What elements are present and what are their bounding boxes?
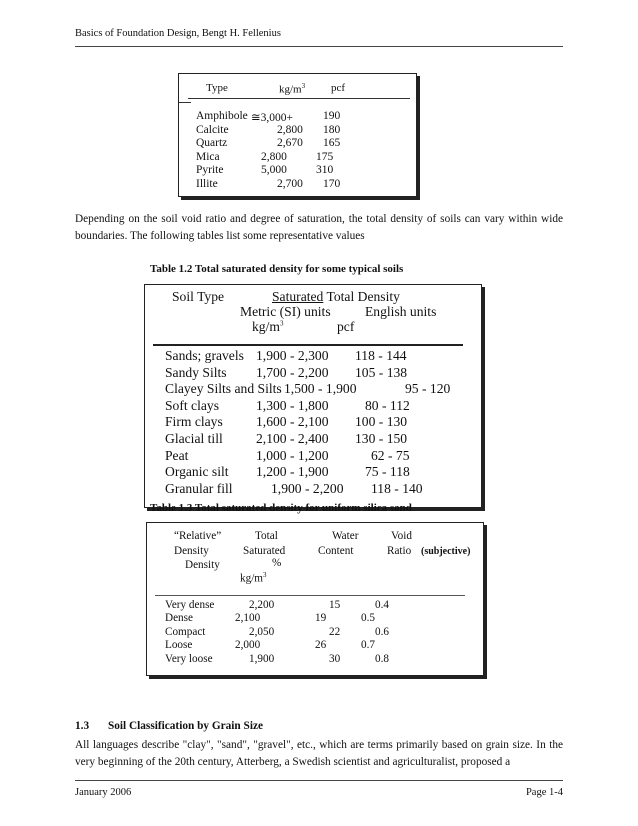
mineral-kg-cell: 2,800 — [261, 150, 287, 163]
section-heading — [75, 720, 263, 732]
total-density-cell: 2,200 — [249, 599, 275, 611]
soil-si-cell: 1,900 - 2,200 — [271, 480, 344, 496]
water-content-cell: 30 — [329, 652, 341, 665]
col-type: Type — [206, 82, 228, 94]
total-density-cell: 2,050 — [249, 625, 275, 638]
mineral-type-cell: Quartz — [196, 137, 228, 150]
unit-pcf: pcf — [337, 319, 355, 334]
col-relative: “Relative” — [174, 530, 222, 542]
grain-size-paragraph: All languages describe "clay", "sand", "gravel", etc., which are terms primarily based on grain size. In the very beginning of the 20th century, Atterberg, a Swedish scientist and agriculturalist, proposed a — [75, 739, 563, 768]
col-water: Water — [332, 530, 359, 542]
relative-density-cell: Dense — [165, 612, 193, 625]
mineral-pcf-cell: 310 — [316, 164, 334, 177]
soil-type-cell: Granular fill — [165, 480, 233, 496]
col-water-2: Content — [318, 545, 354, 557]
total-density-cell: 2,100 — [235, 612, 261, 625]
soil-english-cell: 80 - 112 — [365, 397, 410, 413]
table1-rule-tail — [179, 102, 191, 103]
col-relative-2: Density — [174, 545, 209, 557]
col-void-2: Ratio — [387, 545, 412, 557]
unit-kgm3: $kg/m^3$ — [252, 319, 284, 334]
mineral-pcf-cell: 180 — [323, 123, 341, 136]
table3-caption: Table 1.3 Total saturated density for uniform silica sand — [150, 502, 412, 514]
void-ratio-cell: 0.6 — [375, 625, 389, 638]
soil-type-cell: Sandy Silts — [165, 364, 227, 380]
soil-english-cell: 118 - 140 — [371, 480, 423, 496]
void-ratio-cell: 0.5 — [361, 612, 375, 625]
mineral-pcf-cell: 165 — [323, 137, 341, 150]
water-content-cell: 26 — [315, 639, 327, 652]
soil-english-cell: 130 - 150 — [355, 431, 408, 446]
col-english: English units — [365, 304, 437, 319]
section-number: 1.3 — [75, 720, 90, 732]
mineral-kg-cell: 2,670 — [277, 137, 303, 150]
soil-english-cell: 105 - 138 — [355, 364, 408, 380]
soil-english-cell: 95 - 120 — [405, 381, 451, 397]
soil-english-cell: 62 - 75 — [371, 447, 410, 463]
footer-date: January 2006 — [75, 787, 132, 798]
total-density-cell: 1,900 — [249, 652, 275, 665]
soil-english-cell: 100 - 130 — [355, 414, 408, 430]
col-void: Void — [391, 530, 412, 542]
soil-type-cell: Soft clays — [165, 397, 219, 413]
void-ratio-cell: 0.8 — [375, 652, 389, 665]
soil-type-cell: Organic silt — [165, 464, 229, 480]
void-ratio-cell: 0.7 — [361, 639, 375, 652]
void-ratio-cell: 0.4 — [375, 599, 389, 611]
footer-page: Page 1-4 — [525, 787, 563, 798]
mineral-type-cell: Illite — [196, 178, 218, 190]
soil-english-cell: 118 - 144 — [355, 348, 407, 363]
col-void-subjective: (subjective) — [421, 546, 471, 557]
mineral-density-table — [178, 73, 417, 197]
col-total-unit: $kg/m^3$ — [240, 571, 267, 585]
mineral-pcf-cell: 175 — [316, 150, 334, 163]
soil-type-cell: Clayey Silts and Silts — [165, 381, 282, 397]
header-rule — [75, 46, 563, 47]
col-kgm3: $kg/m^3$ — [279, 82, 306, 96]
intro-paragraph: Depending on the soil void ratio and degree of saturation, the total density of soils can vary within wide boundaries. The following tables list some representative values — [75, 213, 563, 242]
section-title: Soil Classification by Grain Size — [107, 720, 263, 732]
mineral-kg-cell: ≅3,000+ — [251, 112, 293, 124]
soil-type-cell: Firm clays — [165, 414, 223, 430]
soil-type-cell: Glacial till — [165, 431, 223, 446]
col-relative-3: Density — [185, 559, 220, 571]
soil-si-cell: 1,500 - 1,900 — [284, 381, 357, 397]
soil-type-cell: Sands; gravels — [165, 348, 244, 363]
col-total-2: Saturated — [243, 545, 286, 557]
mineral-type-cell: Calcite — [196, 123, 229, 136]
relative-density-cell: Very loose — [165, 652, 213, 665]
soil-si-cell: 1,900 - 2,300 — [256, 348, 329, 363]
table3-rule — [155, 595, 465, 596]
mineral-type-cell: Amphibole — [196, 110, 248, 122]
col-soil-type: Soil Type — [172, 289, 225, 304]
water-content-cell: 22 — [329, 625, 341, 638]
mineral-kg-cell: 5,000 — [261, 164, 287, 177]
table1-rule — [188, 98, 410, 99]
soil-si-cell: 1,200 - 1,900 — [256, 464, 329, 480]
soil-si-cell: 1,000 - 1,200 — [256, 447, 329, 463]
water-content-cell: 19 — [315, 612, 327, 625]
soil-density-table — [144, 284, 482, 508]
soil-english-cell: 75 - 118 — [365, 464, 410, 480]
soil-type-cell: Peat — [165, 447, 189, 463]
footer-rule — [75, 780, 563, 781]
soil-si-cell: 1,600 - 2,100 — [256, 414, 329, 430]
soil-si-cell: 1,700 - 2,200 — [256, 364, 329, 380]
running-header: Basics of Foundation Design, Bengt H. Fellenius — [75, 28, 281, 39]
relative-density-cell: Very dense — [165, 599, 215, 611]
col-metric: Metric (SI) units — [240, 304, 331, 319]
col-total: Total — [255, 530, 278, 542]
col-pcf: pcf — [331, 82, 346, 94]
mineral-pcf-cell: 170 — [323, 178, 341, 190]
col-total-density: Saturated Total Density — [272, 289, 400, 304]
soil-si-cell: 2,100 - 2,400 — [256, 431, 329, 446]
soil-si-cell: 1,300 - 1,800 — [256, 397, 329, 413]
total-density-cell: 2,000 — [235, 639, 261, 652]
water-content-cell: 15 — [329, 599, 341, 611]
silica-sand-table — [146, 522, 484, 676]
table2-rule — [153, 344, 463, 346]
mineral-kg-cell: 2,800 — [277, 123, 303, 136]
mineral-pcf-cell: 190 — [323, 110, 341, 122]
relative-density-cell: Compact — [165, 625, 206, 638]
mineral-type-cell: Pyrite — [196, 164, 224, 177]
mineral-kg-cell: 2,700 — [277, 178, 303, 190]
relative-density-cell: Loose — [165, 639, 193, 652]
table2-caption: Table 1.2 Total saturated density for some typical soils — [150, 263, 404, 275]
col-total-pct: % — [272, 557, 282, 569]
mineral-type-cell: Mica — [196, 150, 220, 163]
